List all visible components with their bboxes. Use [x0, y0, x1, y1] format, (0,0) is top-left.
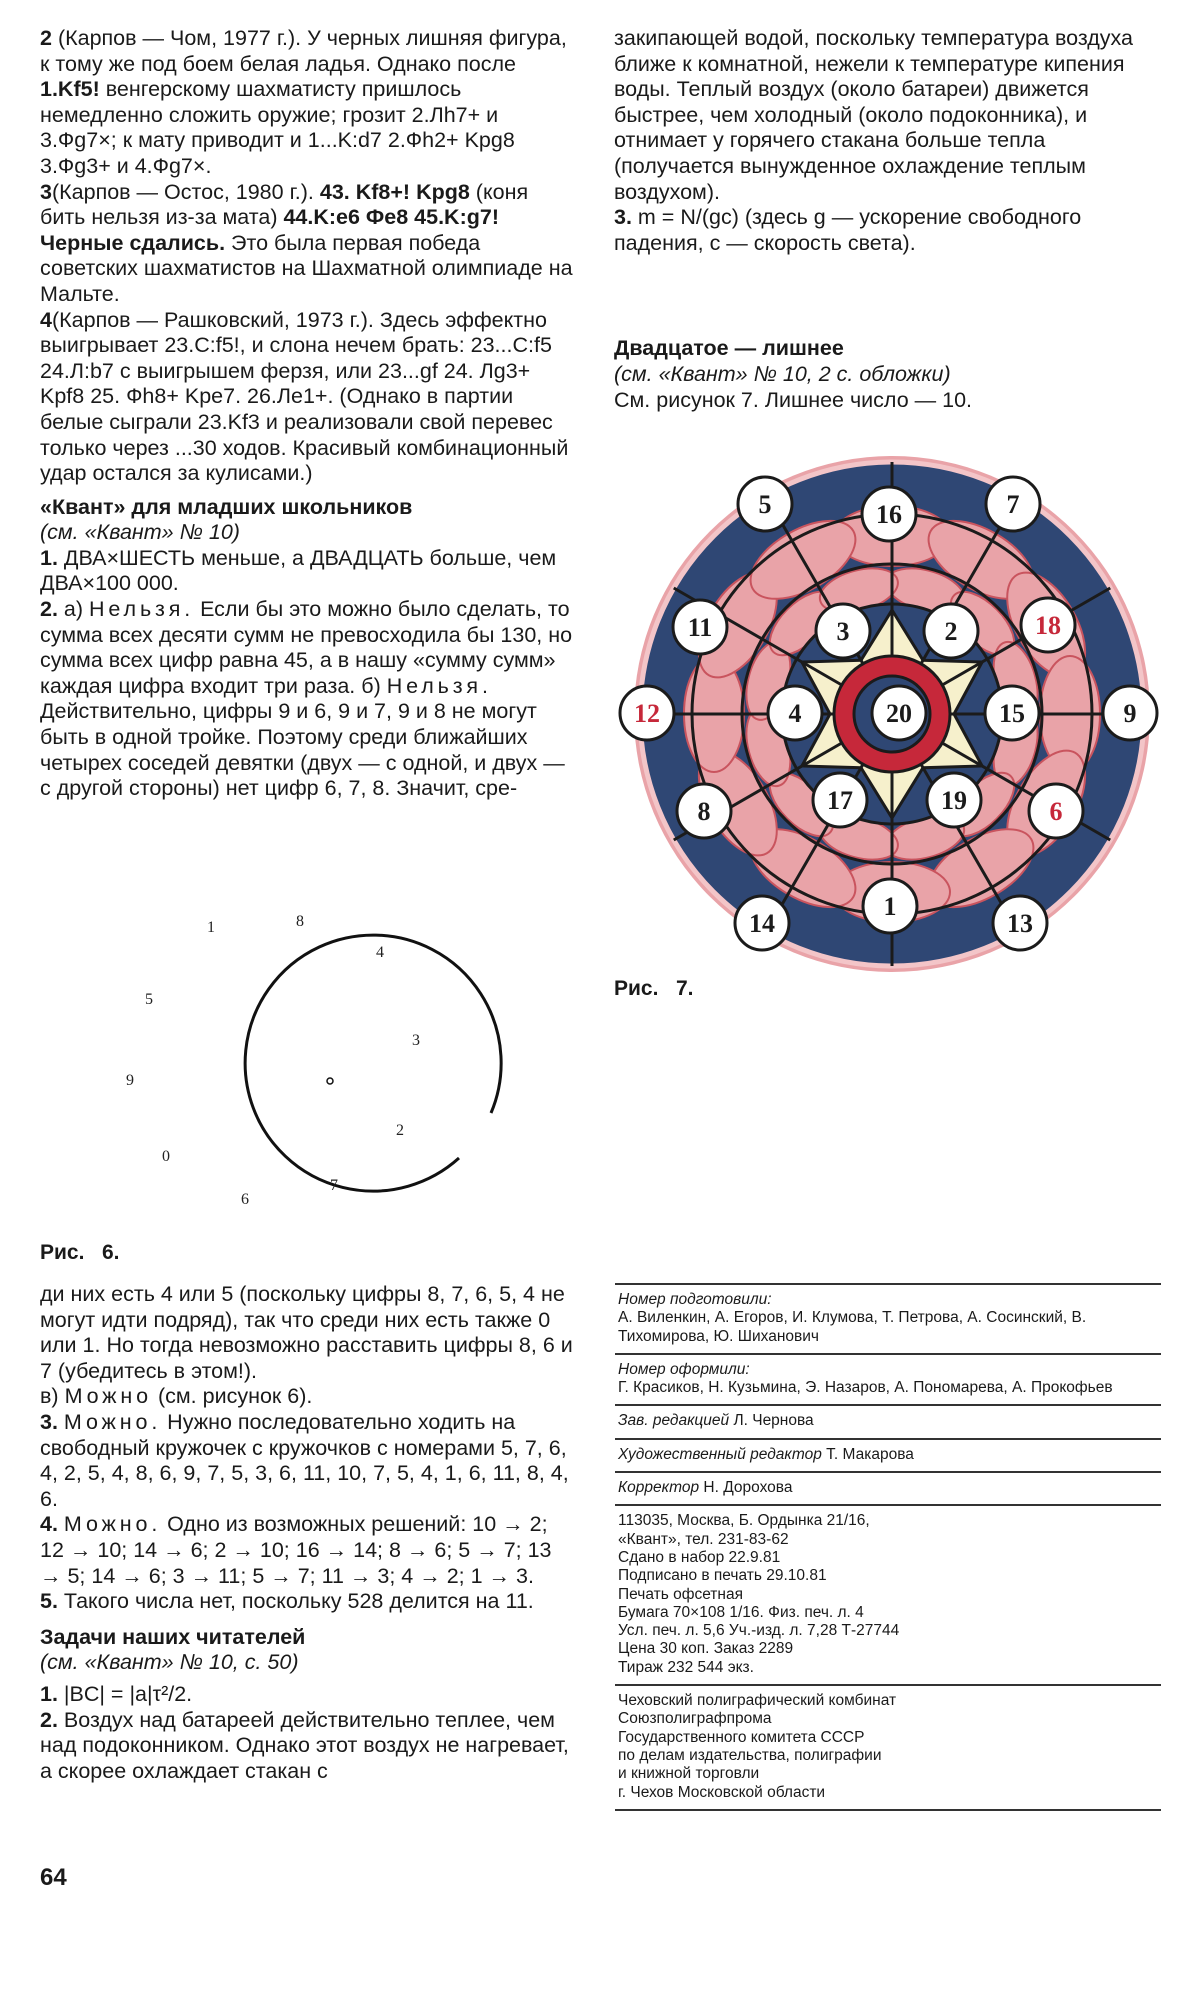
figure-7-node-number: 5: [758, 490, 772, 519]
reader-answer-2: 2. Воздух над батареей действительно теплее, чем над подоконником. Однако этот воздух не нагревает, а скорее охлаждает стакан с: [40, 1707, 569, 1783]
figure-7-node-number: 14: [749, 909, 775, 938]
imprint-printer-line: Государственного комитета СССР: [618, 1728, 865, 1746]
figure-6-caption: Рис. 6.: [40, 1241, 120, 1264]
figure-6-circle-diagram: [126, 888, 550, 1258]
imprint-editor: Зав. редакцией Л. Чернова: [615, 1404, 1161, 1437]
figure-7-node-number: 20: [886, 699, 912, 728]
imprint-prepared-by: Номер подготовили: А. Виленкин, А. Егоров, И. Клумова, Т. Петрова, А. Сосинский, В. Тихомирова, Ю. Шиханович: [615, 1283, 1161, 1353]
answer-2-karpov-chom: 2 (Карпов — Чом, 1977 г.). У черных лишняя фигура, к тому же под боем белая ладья. Однако после 1.Kf5! венгерскому шахматисту пришлось немедленно сложить оружие; грозит 2.Лh7+ и 3.Фg7×; к мату приводит и 1...K:d7 2.Фh2+ Kpg8 3.Фg3+ и 4.Фg7×.: [40, 26, 567, 178]
answer-3-karpov-ostos: 3(Карпов — Остос, 1980 г.). 43. Kf8+! Kpg8 (коня бить нельзя из-за мата) 44.K:e6 Фe8 45.K:g7! Черные сдались. Это была первая победа советских шахматистов на Шахматной олимпиаде на Мальте.: [40, 179, 573, 306]
imprint-designed-by: Номер оформили: Г. Красиков, Н. Кузьмина, Э. Назаров, А. Пономарева, А. Прокофьев: [615, 1353, 1161, 1405]
imprint-detail-line: Цена 30 коп. Заказ 2289: [618, 1640, 794, 1658]
page-number: 64: [40, 1864, 67, 1891]
imprint-printer-line: по делам издательства, полиграфии: [618, 1746, 882, 1764]
figure-7-node-number: 18: [1035, 611, 1061, 640]
imprint-block: [615, 1283, 1161, 1811]
figure-7-node-number: 7: [1006, 490, 1020, 519]
figure-7-node-number: 16: [876, 500, 902, 529]
junior-answer-2-continued: ди них есть 4 или 5 (поскольку цифры 8, 7, 6, 5, 4 не могут идти подряд), так что среди них есть также 0 или 1. Но тогда невозможно расставить цифры 8, 6 и 7 (убедитесь в этом!).: [40, 1282, 573, 1383]
junior-answer-3: 3. Можно. Нужно последовательно ходить на свободный кружочек с кружочков с номерами 5, 7, 6, 4, 2, 5, 4, 8, 6, 9, 7, 5, 3, 6, 11, 10, 7, 5, 4, 1, 6, 11, 8, 4, 6.: [40, 1409, 569, 1511]
figure-7-node-number: 1: [883, 892, 897, 921]
figure-6-digit: 0: [162, 1148, 170, 1165]
imprint-detail-line: Печать офсетная: [618, 1585, 743, 1603]
figure-7-node-number: 9: [1123, 699, 1137, 728]
imprint-printer-line: Чеховский полиграфический комбинат: [618, 1692, 897, 1710]
imprint-detail-line: Усл. печ. л. 5,6 Уч.-изд. л. 7,28 Т-27744: [618, 1622, 900, 1640]
figure-6-circle: [245, 935, 501, 1191]
imprint-detail-line: 113035, Москва, Б. Ордынка 21/16,: [618, 1512, 870, 1530]
imprint-printer-line: Союзполиграфпрома: [618, 1710, 772, 1728]
figure-6-digit: 8: [296, 913, 304, 930]
imprint-printer-line: и книжной торговли: [618, 1765, 760, 1783]
imprint-publication-details: [615, 1504, 1161, 1684]
figure-7-node-number: 3: [836, 617, 850, 646]
imprint-detail-line: Сдано в набор 22.9.81: [618, 1548, 781, 1566]
junior-answer-2: 2. а) Нельзя. Если бы это можно было сделать, то сумма всех десяти сумм не превосходила бы 130, но сумма всех цифр равна 45, а в нашу «сумму сумм» каждая цифра входит три раза. б) Нельзя. Действительно, цифры 9 и 6, 9 и 7, 9 и 8 не могут быть в одной тройке. Поэтому среди ближайших четырех соседей девятки (двух — с одной, и двух — с другой стороны) нет цифр 6, 7, 8. Значит, сре-: [40, 597, 573, 801]
imprint-proofreader: Корректор Н. Дорохова: [615, 1471, 1161, 1504]
section-heading-twenty: Двадцатое — лишнее: [614, 336, 844, 361]
reader-answer-2-continued: закипающей водой, поскольку температура воздуха ближе к комнатной, нежели к температуре кипения воды. Теплый воздух (около батареи) движется быстрее, чем холодный (около подоконника), и отнимает у горячего стакана больше тепла (получается вынужденное охлаждение теплым воздухом).: [614, 26, 1133, 204]
junior-answer-4: 4. Можно. Одно из возможных решений: 10 → 2; 12 → 10; 14 → 6; 2 → 10; 16 → 14; 8 → 6; 5 → 7; 13 → 5; 14 → 6; 3 → 11; 5 → 7; 11 → 3; 4 → 2; 1 → 3.: [40, 1512, 552, 1588]
figure-7-node-number: 6: [1049, 797, 1063, 826]
imprint-art-editor: Художественный редактор Т. Макарова: [615, 1438, 1161, 1471]
figure-7-node-number: 19: [941, 786, 967, 815]
section-heading-readers-tasks: Задачи наших читателей: [40, 1624, 306, 1649]
figure-6-digit: 3: [412, 1032, 420, 1049]
figure-7-node-number: 12: [634, 699, 660, 728]
figure-6-digit: 9: [126, 1072, 134, 1089]
figure-7-node-number: 13: [1007, 909, 1033, 938]
imprint-detail-line: Тираж 232 544 экз.: [618, 1658, 754, 1676]
junior-answer-1: 1. ДВА×ШЕСТЬ меньше, а ДВАДЦАТЬ больше, чем ДВА×100 000.: [40, 545, 557, 596]
figure-7-caption: Рис. 7.: [614, 977, 694, 1000]
figure-6-digit: 5: [145, 991, 153, 1008]
figure-7-node-number: 11: [687, 613, 713, 642]
figure-6-digit: 4: [376, 944, 384, 961]
figure-7-circle-puzzle: [614, 452, 1160, 972]
reader-answer-3: 3. m = N/(gc) (здесь g — ускорение свободного падения, c — скорость света).: [614, 205, 1082, 255]
figure-7-node-number: 17: [827, 786, 853, 815]
figure-7-node-number: 2: [944, 617, 958, 646]
answer-4-karpov-rashkovsky: 4(Карпов — Рашковский, 1973 г.). Здесь эффектно выигрывает 23.С:f5!, и слона нечем брать: 23...С:f5 24.Л:b7 с выигрышем ферзя, или 23...gf 24. Лg3+ Kpf8 25. Фh8+ Kpe7. 26.Лe1+. (Однако в партии белые сыграли 23.Kf3 и реализовали свой перевес только через ...30 ходов. Красивый комбинационный удар остался за кулисами.): [40, 307, 569, 486]
section-heading-kvant-juniors: «Квант» для младших школьников: [40, 494, 413, 519]
imprint-detail-line: Подписано в печать 29.10.81: [618, 1567, 827, 1585]
junior-answer-2-v: в) Можно (см. рисунок 6).: [40, 1384, 313, 1409]
figure-6-digit: 7: [330, 1177, 338, 1194]
figure-6-digit: 2: [396, 1122, 404, 1139]
figure-7-node-number: 15: [999, 699, 1025, 728]
right-column-top: [614, 26, 1159, 413]
twenty-answer: См. рисунок 7. Лишнее число — 10.: [614, 387, 973, 412]
figure-6-digit: 6: [241, 1191, 249, 1208]
reader-answer-1: 1. |BC| = |a|τ²/2.: [40, 1681, 193, 1706]
section-subheading-readers-tasks: (см. «Квант» № 10, с. 50): [40, 1650, 299, 1675]
section-subheading-twenty: (см. «Квант» № 10, 2 с. обложки): [614, 361, 951, 386]
figure-7-node-number: 4: [788, 699, 802, 728]
imprint-printer-line: г. Чехов Московской области: [618, 1783, 826, 1801]
figure-6-digit: 1: [207, 919, 215, 936]
left-column-top: [40, 26, 576, 802]
junior-answer-5: 5. Такого числа нет, поскольку 528 делится на 11.: [40, 1589, 534, 1614]
section-subheading-kvant-juniors: (см. «Квант» № 10): [40, 520, 240, 545]
figure-7-node-number: 8: [697, 797, 711, 826]
imprint-printing-house: [615, 1684, 1161, 1811]
left-column-bottom: [40, 1282, 576, 1784]
figure-6-center-dot: [327, 1078, 333, 1084]
imprint-detail-line: Бумага 70×108 1/16. Физ. печ. л. 4: [618, 1603, 864, 1621]
imprint-detail-line: «Квант», тел. 231-83-62: [618, 1530, 789, 1548]
